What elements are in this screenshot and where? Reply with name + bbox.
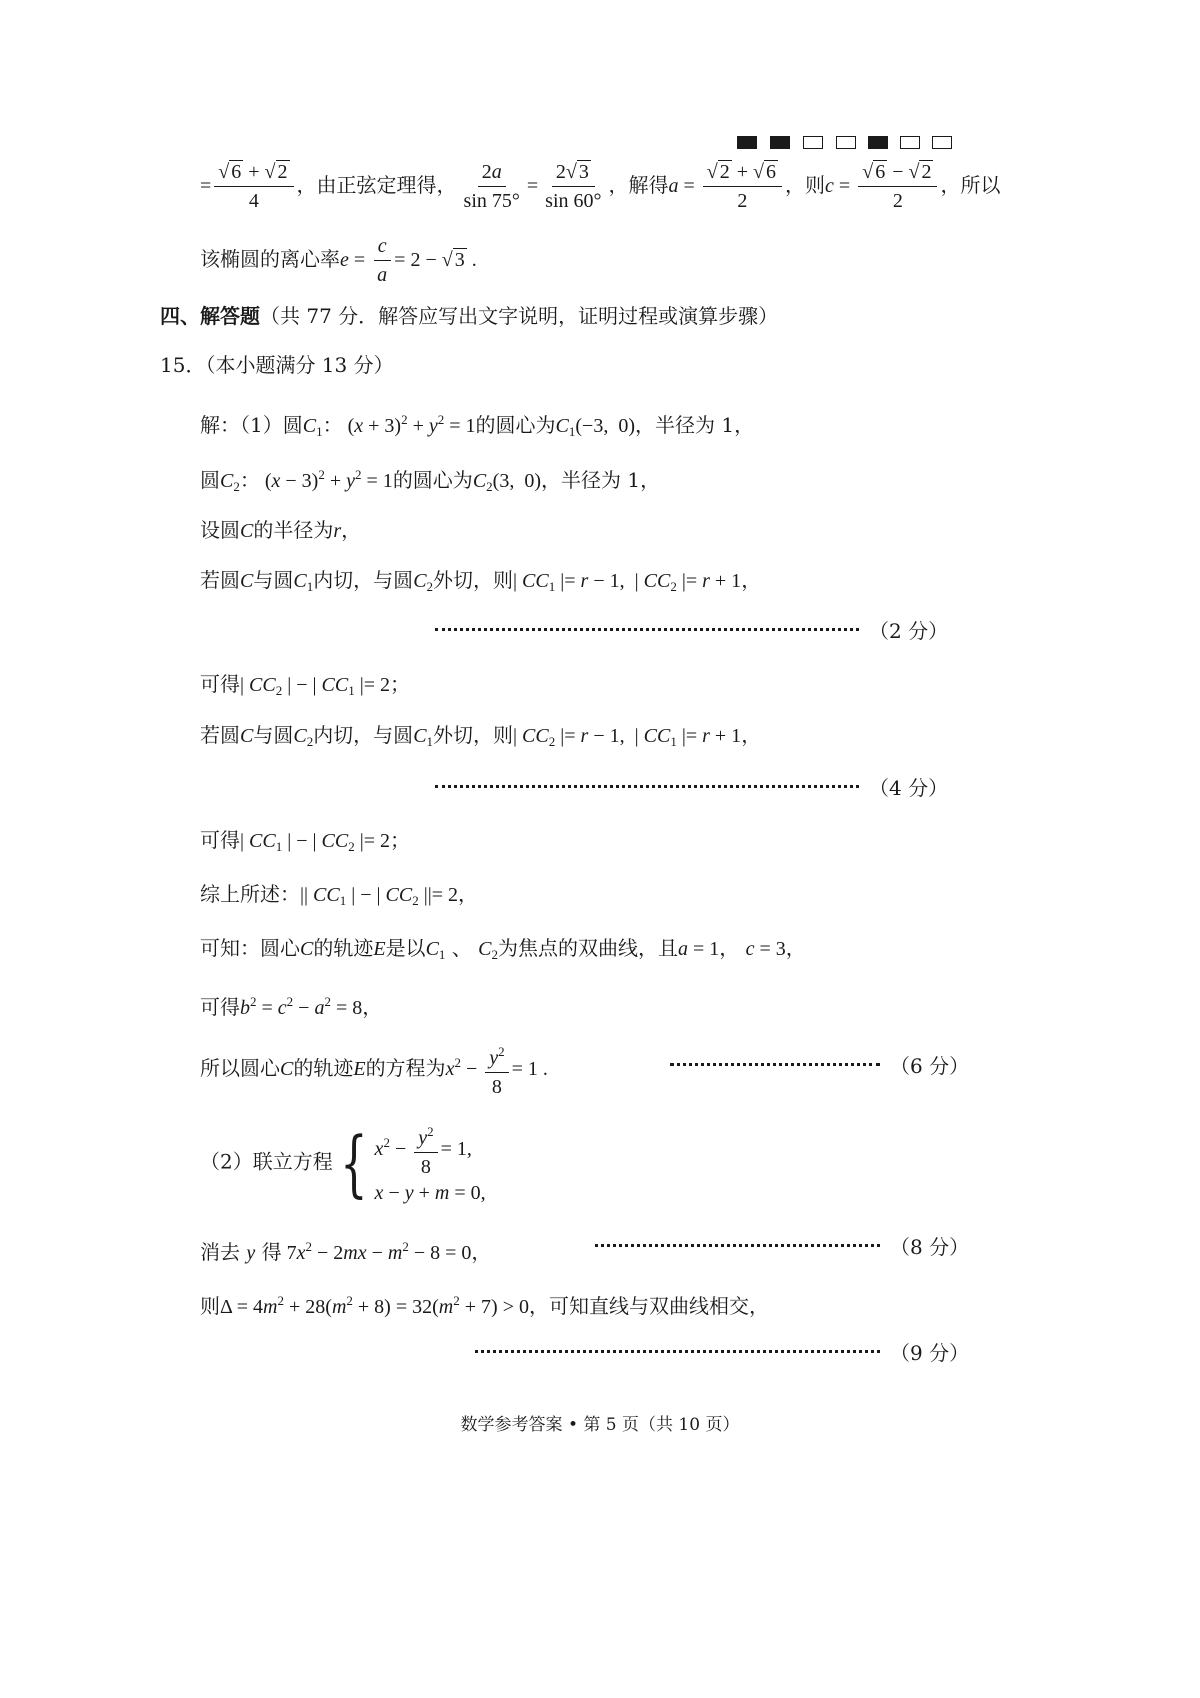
text: 外切，则 (433, 568, 514, 592)
text: 可得 (200, 672, 240, 696)
text: 是以 (385, 936, 426, 960)
text: 设圆 (200, 518, 240, 542)
section-title (160, 303, 778, 329)
text: 圆 (200, 468, 220, 492)
score-label: （8 分） (890, 1235, 970, 1259)
marker-filled (737, 136, 757, 149)
score-label: （6 分） (890, 1054, 970, 1078)
line-case-2: 若圆C与圆$C_2$内切，与圆$C_1$外切，则| $CC_2$ |= r − 1, | $CC_1$ |= r + 1， (200, 723, 762, 749)
text: ，半径为 1， (635, 413, 755, 437)
text: 可得 (200, 995, 240, 1019)
section-heading: 四、解答题 (160, 304, 260, 328)
marker-filled (868, 136, 888, 149)
line-eccentricity: 该椭圆的离心率e = $\frac{c}{a}$ = 2 − √ 3 . (200, 235, 477, 286)
text: 为焦点的双曲线，且 (497, 936, 678, 960)
text: 消去 (200, 1240, 240, 1264)
text: 与圆 (253, 723, 294, 747)
line-b-squared: 可得$b^2 = c^2 - a^2 = 8$， (200, 994, 383, 1019)
text: 的半径为 (253, 518, 334, 542)
text: 可知：圆心 (200, 936, 300, 960)
line-eliminate: 消去 y 得 $7x^2 - 2mx - m^2 - 8 = 0$， (200, 1239, 492, 1264)
score-label: （4 分） (869, 776, 949, 800)
marker-empty (900, 136, 920, 149)
line-equation-e: 所以圆心C的轨迹E的方程为$x^2$ − $\frac{y^2}{8}$ = 1 . (200, 1040, 548, 1099)
line-system: （2）联立方程{ $x^2$ − $\frac{y^2}{8}$ = 1, x − y + m = 0, (200, 1121, 486, 1205)
text: 外切，则 (433, 723, 514, 747)
line-circle-c1: 解：（1）圆$C_1$： $(x + 3)^2 + y^2 = 1$的圆心为$C_1(-3$, 0)，半径为 1， (200, 412, 755, 439)
fraction: $\frac{2√ 3}{\sin 60^\circ}$ (545, 161, 602, 212)
section-note: （共 77 分．解答应写出文字说明，证明过程或演算步骤） (260, 304, 779, 328)
line-case-1: 若圆C与圆$C_1$内切，与圆$C_2$外切，则| $CC_1$ |= r − 1, | $CC_2$ |= r + 1， (200, 568, 762, 594)
line-circle-c2: 圆$C_2$： $(x - 3)^2 + y^2 = 1$的圆心为$C_2(3$, 0)，半径为 1， (200, 467, 661, 494)
text: ，所以 (940, 173, 1001, 197)
page-footer: 数学参考答案 • 第 5 页（共 10 页） (460, 1415, 740, 1435)
text: ，解得 (608, 173, 669, 197)
text: 若圆 (200, 723, 240, 747)
fraction: $\frac{√ 6 + √ 2}{4}$ (214, 160, 293, 213)
question-title: 15．（本小题满分 13 分） (160, 353, 394, 377)
score-leader-2 (435, 618, 948, 644)
score-label: （2 分） (869, 619, 949, 643)
text: 的方程为 (365, 1056, 446, 1080)
text: 内切，与圆 (313, 723, 414, 747)
score-leader-4 (435, 775, 948, 801)
text: 的轨迹 (293, 1056, 354, 1080)
fraction: $\frac{c}{a}$ (373, 234, 391, 287)
score-leader-8 (595, 1234, 969, 1260)
line-trajectory: 可知：圆心C的轨迹E是以$C_1$ 、 $C_2$为焦点的双曲线，且a = 1， c = 3， (200, 936, 806, 962)
text: 内切，与圆 (313, 568, 414, 592)
line-result-2: 可得| $CC_1$ | − | $CC_2$ |= 2； (200, 828, 410, 854)
text: ，半径为 1， (540, 468, 661, 492)
line-summary: 综上所述：|| $CC_1$ | − | $CC_2$ ||= 2， (200, 882, 478, 908)
marker-empty (836, 136, 856, 149)
marker-empty (803, 136, 823, 149)
text: 得 (261, 1240, 282, 1264)
score-leader-6 (670, 1053, 969, 1079)
line-discriminant: 则$\Delta = 4m^2 + 28(m^2 + 8) = 32(m^2 + 7) > 0$，可知直线与双曲线相交， (200, 1293, 769, 1318)
text: 解：（1）圆 (200, 413, 303, 437)
line-sine-law: = $\frac{√ 6 + √ 2}{4}$ ，由正弦定理得， $\frac{2a}{\sin 75^\circ}$ = $\frac{2√ 3}{\sin 60^\circ}$ ，解得a = $\frac{√ 2 + √ 6}{2}$ ，则c = $\frac{√ 6 - √ 2}{2}$ ，所以 (200, 161, 1001, 212)
text: 的圆心为 (475, 413, 556, 437)
text: ，可知直线与双曲线相交， (528, 1294, 769, 1318)
text: ，由正弦定理得， (296, 173, 457, 197)
marker-empty (932, 136, 952, 149)
fraction: $\frac{2a}{\sin 75^\circ}$ (463, 161, 520, 212)
text: 的轨迹 (313, 936, 374, 960)
line-radius: 设圆C的半径为r， (200, 518, 362, 542)
line-result-1: 可得| $CC_2$ | − | $CC_1$ |= 2； (200, 672, 410, 698)
text: 若圆 (200, 568, 240, 592)
score-label: （9 分） (890, 1341, 970, 1365)
text: ，则 (785, 173, 826, 197)
text: 的圆心为 (392, 468, 473, 492)
text: （2）联立方程 (200, 1149, 333, 1174)
fraction: $\frac{√ 2 + √ 6}{2}$ (703, 160, 782, 213)
text: 与圆 (253, 568, 294, 592)
text: 综上所述： (200, 882, 300, 906)
equation-system: $x^2$ − $\frac{y^2}{8}$ = 1, x − y + m = 0, (375, 1120, 486, 1206)
marker-filled (770, 136, 790, 149)
text: 该椭圆的离心率 (200, 247, 340, 271)
text: 所以圆心 (200, 1056, 280, 1080)
text: 则 (200, 1294, 220, 1318)
score-leader-9 (475, 1340, 969, 1366)
fraction: $\frac{y^2}{8}$ (485, 1040, 508, 1099)
text: 可得 (200, 828, 240, 852)
fraction: $\frac{√ 6 - √ 2}{2}$ (858, 160, 937, 213)
